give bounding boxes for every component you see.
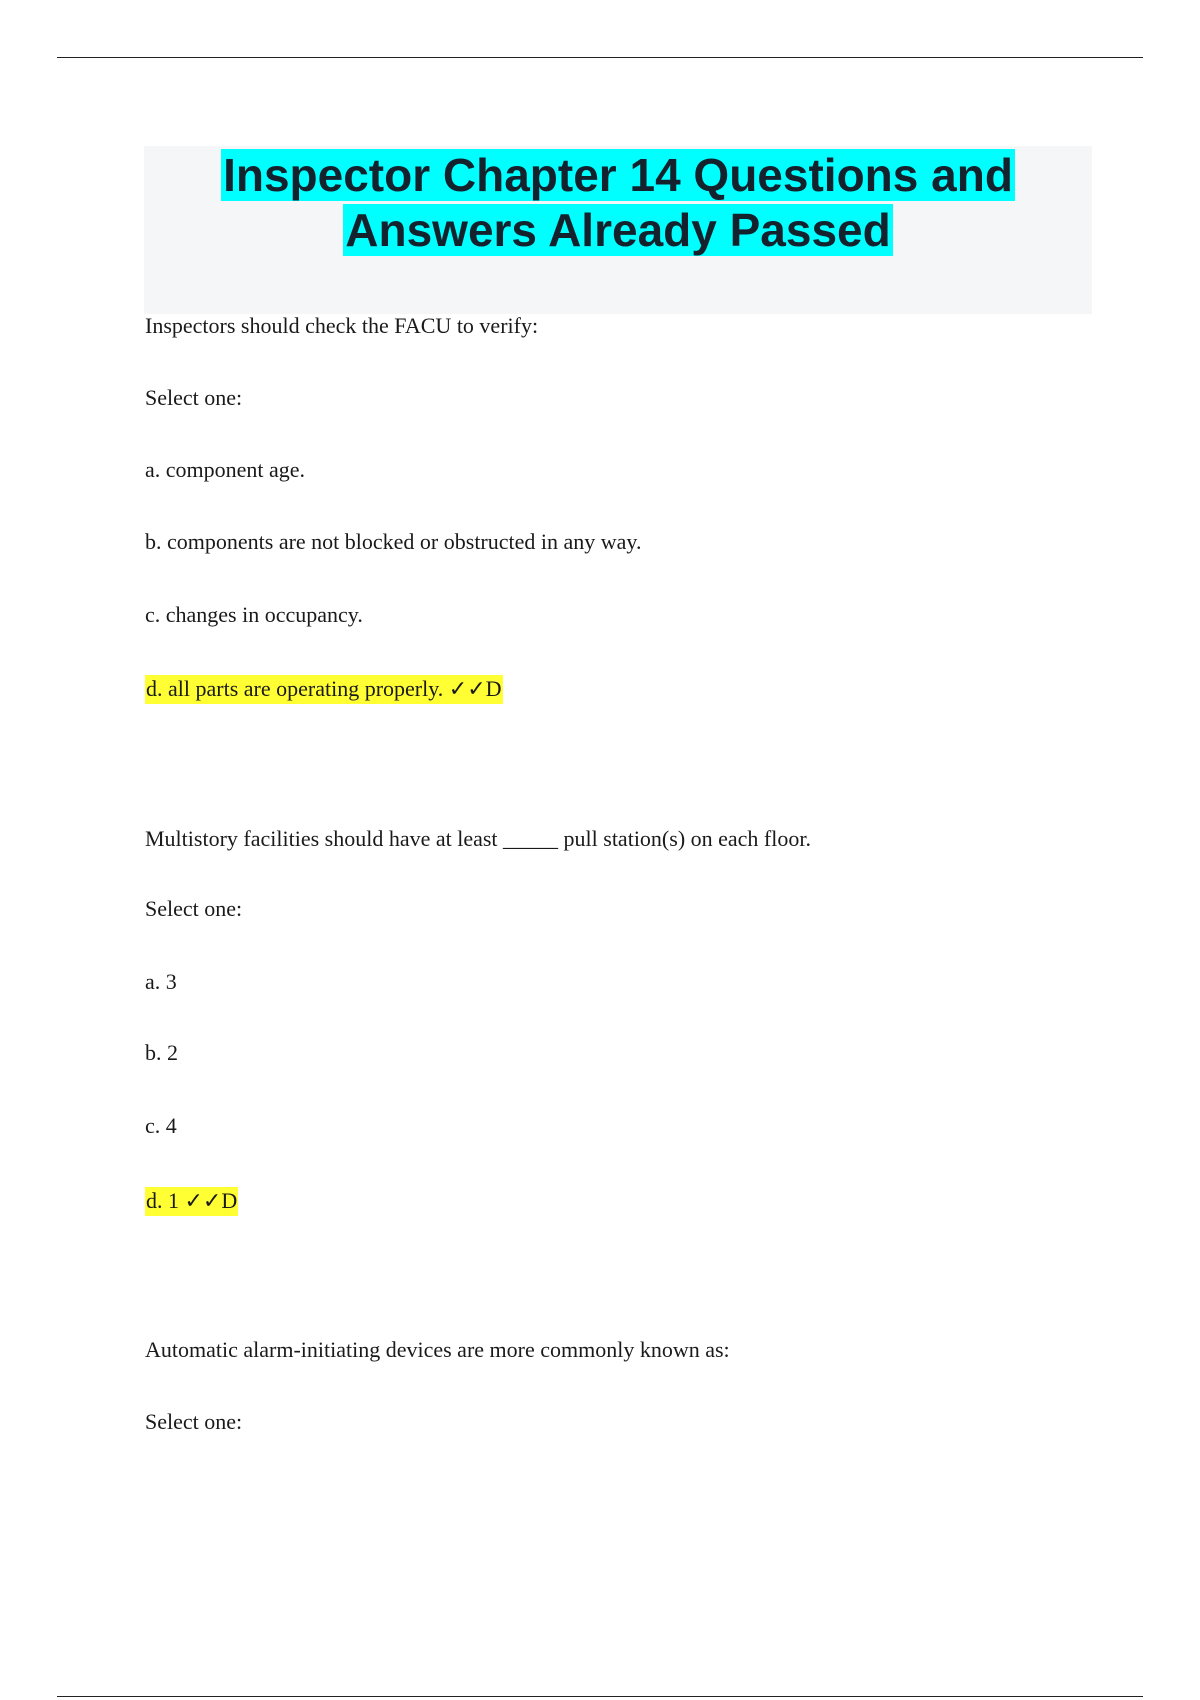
document-title	[144, 148, 1092, 258]
bottom-rule	[57, 1696, 1143, 1697]
question-2-answer	[145, 1188, 238, 1214]
title-block	[144, 146, 1092, 314]
top-rule	[57, 57, 1143, 58]
question-2-select-label: Select one:	[145, 896, 243, 921]
question-2-prompt: Multistory facilities should have at least _____ pull station(s) on each floor.	[145, 826, 811, 851]
correct-answer-highlight: d. 1 ✓✓D	[145, 1187, 238, 1216]
question-1-prompt: Inspectors should check the FACU to verify:	[145, 313, 539, 338]
question-3-select-label: Select one:	[145, 1409, 243, 1434]
title-line-2: Answers Already Passed	[345, 204, 891, 256]
correct-answer-highlight: d. all parts are operating properly. ✓✓D	[145, 675, 503, 704]
question-1-select-label: Select one:	[145, 385, 243, 410]
question-3-prompt: Automatic alarm-initiating devices are more commonly known as:	[145, 1337, 730, 1362]
title-line-1: Inspector Chapter 14 Questions and	[223, 149, 1013, 201]
question-1-option-c: c. changes in occupancy.	[145, 602, 363, 627]
question-2-option-b: b. 2	[145, 1040, 178, 1065]
question-2-option-a: a. 3	[145, 969, 177, 994]
question-1-answer	[145, 676, 503, 702]
question-1-option-a: a. component age.	[145, 457, 306, 482]
question-1-option-b: b. components are not blocked or obstructed in any way.	[145, 529, 642, 554]
question-2-option-c: c. 4	[145, 1113, 177, 1138]
